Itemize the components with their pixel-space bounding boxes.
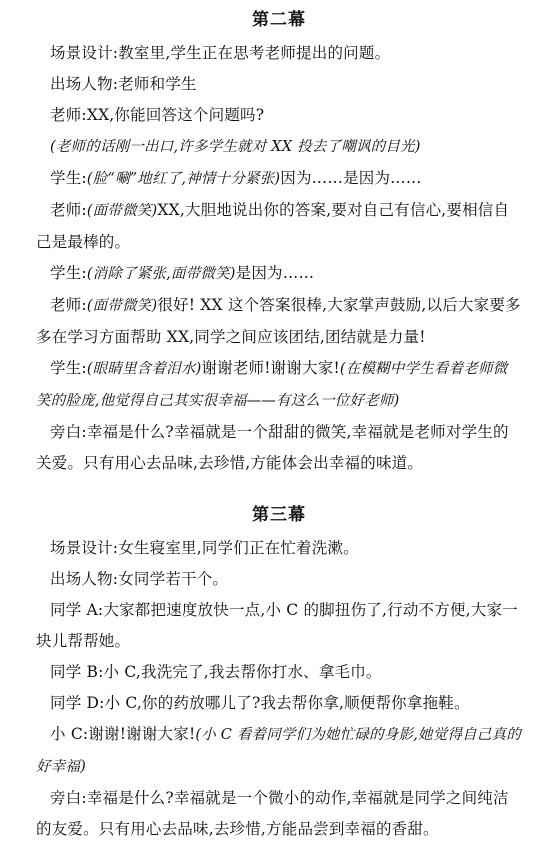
act-three-line-classmate-a [36, 595, 522, 657]
act-three-line-classmate-b [36, 657, 522, 688]
act-two-narration [36, 417, 522, 479]
act-two-line-teacher-3 [36, 290, 522, 353]
stage-direction-tail: (小 C 看着同学们为她忙碌的身影,她觉得自己真的好幸福) [36, 727, 521, 775]
act-three-section [36, 503, 522, 845]
act-two-line-student-2 [36, 258, 522, 290]
line-text: 幸福是什么?幸福就是一个甜甜的微笑,幸福就是老师对学生的关爱。只有用心去品味,去珍惜,方能体会出幸福的味道。 [36, 423, 509, 472]
line-speaker: 老师: [50, 201, 87, 219]
line-speaker: 小 C: [50, 725, 89, 743]
act-two-stage-direction-1 [36, 131, 522, 163]
line-text: 很好! XX 这个答案很棒,大家掌声鼓励,以后大家要多多在学习方面帮助 XX,同学之间应该团结,团结就是力量! [36, 296, 521, 346]
act-two-scene-setting [36, 38, 522, 69]
line-text: 教室里,学生正在思考老师提出的问题。 [118, 44, 391, 62]
line-speaker: 学生: [50, 359, 87, 377]
act-three-narration [36, 783, 522, 845]
line-speaker: 老师: [50, 106, 87, 124]
line-speaker: 出场人物: [50, 75, 119, 93]
act-two-line-teacher-1 [36, 100, 522, 131]
line-text: 小 C,我洗完了,我去帮你打水、拿毛巾。 [103, 663, 382, 681]
act-two-line-student-1 [36, 163, 522, 195]
line-text: 谢谢!谢谢大家! [88, 725, 196, 743]
line-speaker: 场景设计: [50, 539, 119, 557]
line-speaker: 旁白: [50, 789, 87, 807]
stage-direction: (眼睛里含着泪水) [86, 361, 202, 377]
line-speaker: 学生: [50, 264, 87, 282]
line-text: 大家都把速度放快一点,小 C 的脚扭伤了,行动不方便,大家一块儿帮帮她。 [36, 601, 518, 650]
line-text: 小 C,你的药放哪儿了?我去帮你拿,顺便帮你拿拖鞋。 [104, 694, 470, 712]
line-text: 老师和学生 [118, 75, 197, 93]
act-two-title: 第二幕 [252, 10, 306, 30]
line-speaker: 老师: [50, 296, 87, 314]
line-speaker: 旁白: [50, 423, 87, 441]
line-text: 女同学若干个。 [118, 570, 229, 588]
act-two-section [36, 8, 522, 479]
line-text: 因为……是因为…… [280, 169, 422, 187]
line-speaker: 场景设计: [50, 44, 119, 62]
line-text: 是因为…… [235, 264, 315, 282]
act-three-line-little-c [36, 719, 522, 783]
line-speaker: 出场人物: [50, 570, 119, 588]
act-two-line-teacher-2 [36, 195, 522, 258]
line-text: XX,你能回答这个问题吗? [86, 106, 265, 124]
stage-direction: (面带微笑) [86, 298, 158, 314]
line-speaker: 同学 A: [50, 601, 104, 619]
act-three-title: 第三幕 [252, 505, 306, 525]
line-speaker: 学生: [50, 169, 87, 187]
line-speaker: 同学 D: [50, 694, 105, 712]
line-speaker: 同学 B: [50, 663, 104, 681]
line-text: XX,大胆地说出你的答案,要对自己有信心,要相信自己是最棒的。 [36, 201, 510, 251]
act-three-characters [36, 564, 522, 595]
stage-direction: (脸“唰”地红了,神情十分紧张) [86, 171, 281, 187]
stage-direction: (老师的话刚一出口,许多学生就对 XX 投去了嘲讽的目光) [50, 139, 421, 155]
line-text: 女生寝室里,同学们正在忙着洗漱。 [118, 539, 359, 557]
stage-direction-tail: (在模糊中学生看着老师微笑的脸庞,他觉得自己其实很幸福——有这么一位好老师) [36, 361, 508, 409]
stage-direction: (面带微笑) [86, 203, 158, 219]
act-three-scene-setting [36, 533, 522, 564]
line-text: 谢谢老师!谢谢大家! [201, 359, 340, 377]
line-text: 幸福是什么?幸福就是一个微小的动作,幸福就是同学之间纯洁的友爱。只有用心去品味,去珍惜,方能品尝到幸福的香甜。 [36, 789, 509, 838]
act-three-line-classmate-d [36, 688, 522, 719]
act-two-line-student-3 [36, 353, 522, 417]
stage-direction: (消除了紧张,面带微笑) [86, 266, 236, 282]
act-two-characters [36, 69, 522, 100]
